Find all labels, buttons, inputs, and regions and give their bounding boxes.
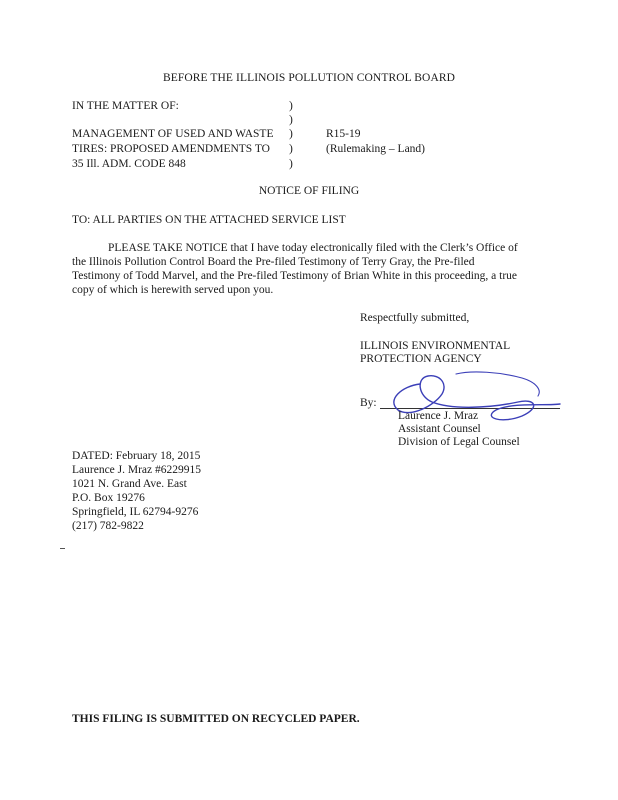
document-heading: BEFORE THE ILLINOIS POLLUTION CONTROL BOARD (162, 72, 456, 84)
scan-mark (60, 548, 65, 549)
address-line: P.O. Box 19276 (72, 492, 145, 504)
caption-line: TIRES: PROPOSED AMENDMENTS TO (72, 143, 270, 155)
address-line: (217) 782-9822 (72, 520, 144, 532)
caption-paren: ) (289, 114, 293, 126)
closing-line: Respectfully submitted, (360, 312, 470, 324)
address-line: Laurence J. Mraz #6229915 (72, 464, 202, 476)
caption-line: 35 Ill. ADM. CODE 848 (72, 158, 186, 170)
notice-body-line: the Illinois Pollution Control Board the Pre-filed Testimony of Terry Gray, the Pre-filed (72, 256, 475, 268)
organization-line: PROTECTION AGENCY (360, 353, 482, 365)
date-line: DATED: February 18, 2015 (72, 450, 201, 462)
docket-number: R15-19 (326, 128, 361, 140)
caption-paren: ) (289, 143, 293, 155)
signer-name: Laurence J. Mraz (398, 410, 479, 422)
caption-line: MANAGEMENT OF USED AND WASTE (72, 128, 274, 140)
caption-paren: ) (289, 158, 293, 170)
notice-body-line: Testimony of Todd Marvel, and the Pre-filed Testimony of Brian White in this proceeding, a true (72, 270, 518, 282)
notice-body-line: PLEASE TAKE NOTICE that I have today electronically filed with the Clerk’s Office of (108, 242, 518, 254)
signer-division: Division of Legal Counsel (398, 436, 520, 448)
docket-type: (Rulemaking – Land) (326, 143, 426, 155)
caption-matter-label: IN THE MATTER OF: (72, 100, 179, 112)
address-line: 1021 N. Grand Ave. East (72, 478, 187, 490)
by-label: By: (360, 397, 377, 409)
recycled-paper-note: THIS FILING IS SUBMITTED ON RECYCLED PAPER. (72, 713, 360, 725)
caption-paren: ) (289, 128, 293, 140)
address-line: Springfield, IL 62794-9276 (72, 506, 199, 518)
signer-title: Assistant Counsel (398, 423, 481, 435)
organization-line: ILLINOIS ENVIRONMENTAL (360, 340, 511, 352)
caption-paren: ) (289, 100, 293, 112)
notice-body-line: copy of which is herewith served upon you. (72, 284, 274, 296)
notice-title: NOTICE OF FILING (258, 185, 360, 197)
service-list-line: TO: ALL PARTIES ON THE ATTACHED SERVICE LIST (72, 214, 346, 226)
